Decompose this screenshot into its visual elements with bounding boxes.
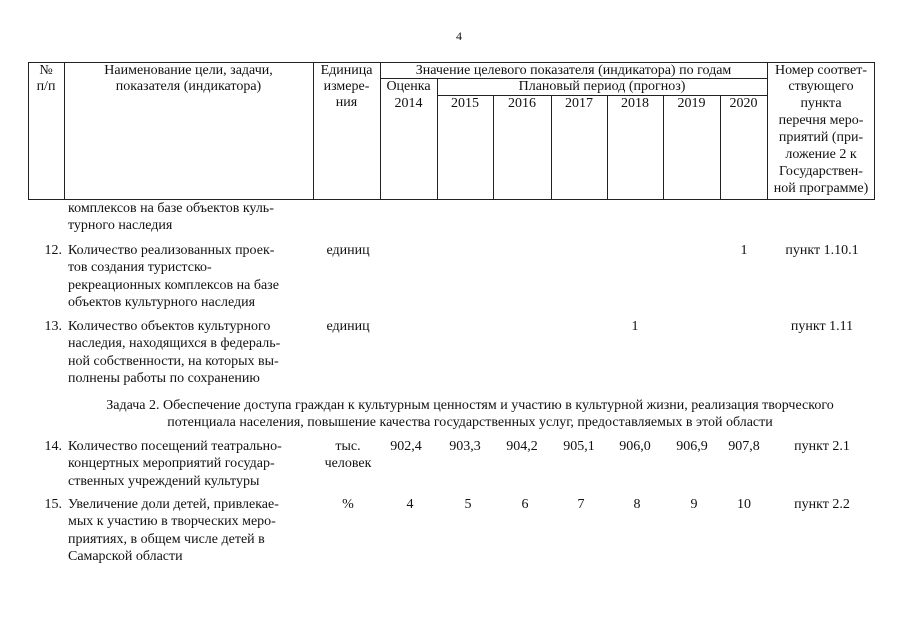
row-name-line: тов создания туристско- <box>68 260 212 275</box>
header-ref-line1: Номер соответ- <box>774 63 868 78</box>
header-ref-line4: перечня меро- <box>778 113 864 128</box>
row-name-line: рекреационных комплексов на базе <box>68 278 279 293</box>
header-unit-line3: ния <box>335 95 358 110</box>
page-number: 4 <box>456 29 462 43</box>
row-unit: единиц <box>326 243 370 258</box>
header-unit-line2: измере- <box>323 79 370 94</box>
row-unit: % <box>342 497 354 512</box>
row-value-2017: 905,1 <box>563 439 595 454</box>
row-value-2016: 6 <box>521 497 529 512</box>
task2-heading-line1: Задача 2. Обеспечение доступа граждан к культурным ценностям и участию в культурной жизни, реализация творческого <box>106 398 834 413</box>
header-name-line1: Наименование цели, задачи, <box>104 63 273 78</box>
header-estimate-year: 2014 <box>394 96 423 111</box>
row-value-2019: 906,9 <box>676 439 708 454</box>
row-ref: пункт 1.10.1 <box>785 243 859 258</box>
row-ref: пункт 2.2 <box>794 497 850 512</box>
header-ref-line3: пункта <box>800 96 842 111</box>
row-name-line: ственных учреждений культуры <box>68 474 260 489</box>
row-value-2019: 9 <box>690 497 698 512</box>
header-num-line1: № <box>39 63 53 78</box>
row-unit-line2: человек <box>324 456 372 471</box>
row-unit: единиц <box>326 319 370 334</box>
header-name-line2: показателя (индикатора) <box>115 79 262 94</box>
row-number: 13. <box>44 319 62 334</box>
header-num-line2: п/п <box>36 79 56 94</box>
row-name-line: ной собственности, на которых вы- <box>68 354 279 369</box>
row-value-2014: 4 <box>406 497 414 512</box>
header-ref-line2: ствующего <box>788 79 854 94</box>
row-ref: пункт 1.11 <box>790 319 854 334</box>
row-value-2015: 5 <box>464 497 472 512</box>
row-name-line: наследия, находящихся в федераль- <box>68 336 281 351</box>
row-name-line: Количество объектов культурного <box>68 319 271 334</box>
row-number: 12. <box>44 243 62 258</box>
row-name-line: Количество реализованных проек- <box>68 243 275 258</box>
header-ref-line6: ложение 2 к <box>785 147 857 162</box>
row-ref: пункт 2.1 <box>794 439 850 454</box>
header-year-2017: 2017 <box>565 96 593 111</box>
header-ref-line8: ной программе) <box>773 181 869 196</box>
continuation-line-2: турного наследия <box>68 218 173 233</box>
header-ref-line5: приятий (при- <box>778 130 864 145</box>
header-estimate-label: Оценка <box>386 79 431 94</box>
header-ref-line7: Государствен- <box>779 164 863 179</box>
row-value-2020: 907,8 <box>728 439 760 454</box>
header-year-2019: 2019 <box>677 96 706 111</box>
row-name-line: Количество посещений театрально- <box>68 439 282 454</box>
row-number: 15. <box>44 497 62 512</box>
continuation-line-1: комплексов на базе объектов куль- <box>68 201 274 216</box>
row-name-line: приятиях, в общем числе детей в <box>68 532 265 547</box>
row-number: 14. <box>44 439 62 454</box>
header-year-2015: 2015 <box>451 96 479 111</box>
row-value-2017: 7 <box>577 497 585 512</box>
row-name-line: объектов культурного наследия <box>68 295 256 310</box>
row-value-2020: 1 <box>740 243 748 258</box>
row-value-2015: 903,3 <box>449 439 481 454</box>
row-value-2018: 1 <box>631 319 639 334</box>
row-value-2018: 906,0 <box>619 439 651 454</box>
row-name-line: концертных мероприятий государ- <box>68 456 275 471</box>
header-year-2018: 2018 <box>621 96 649 111</box>
row-name-line: Самарской области <box>68 549 183 564</box>
task2-heading-line2: потенциала населения, повышение качества государственных услуг, предоставляемых в этой области <box>167 415 773 430</box>
row-name-line: полнены работы по сохранению <box>68 371 260 386</box>
row-unit: тыс. <box>335 439 361 454</box>
header-year-2016: 2016 <box>508 96 536 111</box>
header-value-group: Значение целевого показателя (индикатора) по годам <box>415 63 732 78</box>
row-name-line: Увеличение доли детей, привлекае- <box>68 497 279 512</box>
row-value-2018: 8 <box>633 497 641 512</box>
row-value-2016: 904,2 <box>506 439 538 454</box>
row-name-line: мых к участию в творческих меро- <box>68 514 276 529</box>
header-year-2020: 2020 <box>729 96 758 111</box>
header-unit-line1: Единица <box>320 63 373 78</box>
header-plan-label: Плановый период (прогноз) <box>518 79 686 94</box>
row-value-2020: 10 <box>737 497 751 512</box>
row-value-2014: 902,4 <box>390 439 422 454</box>
